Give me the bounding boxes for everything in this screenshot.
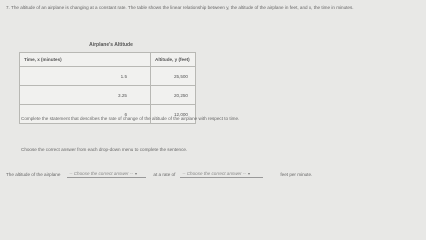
rate-dropdown[interactable] <box>180 170 263 178</box>
altitude-cell: 25,500 <box>151 67 196 86</box>
time-cell: 1.5 <box>20 67 151 86</box>
instruction-text: Choose the correct answer from each drop-down menu to complete the sentence. <box>21 147 188 152</box>
table-row <box>20 67 196 86</box>
chevron-down-icon: ▾ <box>247 171 250 176</box>
direction-dropdown[interactable] <box>67 170 146 178</box>
altitude-cell: 20,250 <box>151 86 196 105</box>
problem-text: 7. The altitude of an airplane is changing at a constant rate. The table shows the linear relationship between y, the altitude of the airplane in feet, and x, the time in minutes. <box>6 5 354 10</box>
rate-dropdown-label: -- Choose the correct answer -- <box>182 171 246 176</box>
direction-dropdown-label: -- Choose the correct answer -- <box>69 171 133 176</box>
answer-sentence <box>6 170 312 178</box>
column-header-altitude: Altitude, y (feet) <box>151 53 196 67</box>
chevron-down-icon: ▾ <box>134 171 137 176</box>
table-title: Airplane's Altitude <box>89 42 133 48</box>
answer-middle: at a rate of <box>153 171 176 177</box>
data-table <box>19 52 196 124</box>
statement-prompt: Complete the statement that describes the rate of change of the altitude of the airplane with respect to time. <box>21 116 240 121</box>
answer-prefix: The altitude of the airplane <box>6 171 61 177</box>
table-row <box>20 86 196 105</box>
table-header-row <box>20 53 196 67</box>
time-cell: 6 <box>20 105 151 124</box>
column-header-time: Time, x (minutes) <box>20 53 151 67</box>
altitude-cell: 12,000 <box>151 105 196 124</box>
answer-suffix: feet per minute. <box>280 171 313 177</box>
time-cell: 3.25 <box>20 86 151 105</box>
